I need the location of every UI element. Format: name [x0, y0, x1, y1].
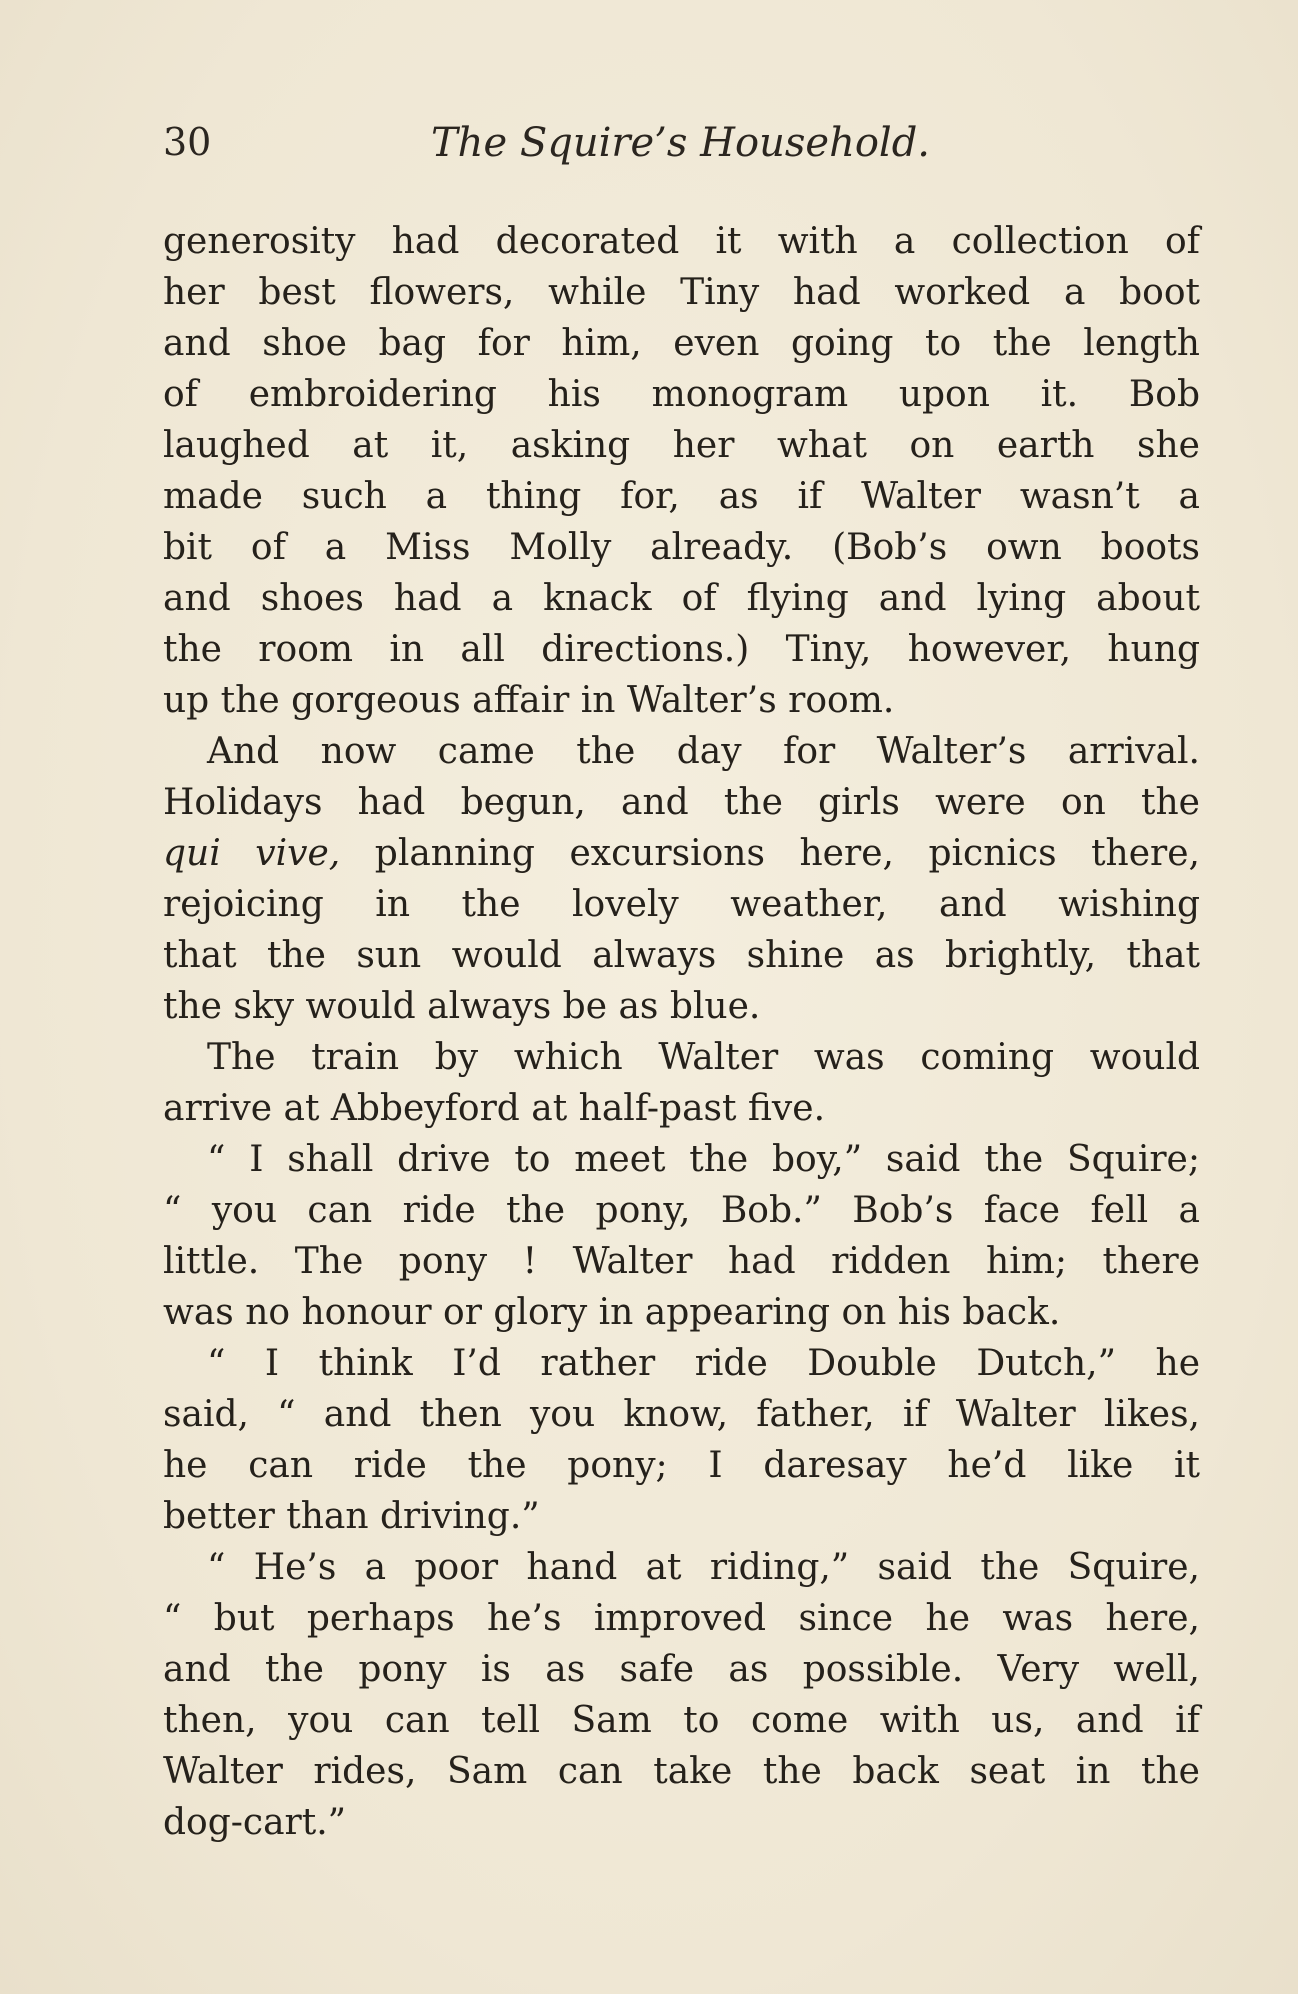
text-line: “ but perhaps he’s improved since he was here, — [163, 1598, 1200, 1639]
text-line: that the sun would always shine as brightly, that — [163, 935, 1200, 976]
text-line: dog-cart.” — [163, 1802, 347, 1843]
text-line: was no honour or glory in appearing on his back. — [163, 1292, 1061, 1333]
text-line: and shoes had a knack of flying and lying about — [163, 578, 1200, 619]
text-line: he can ride the pony; I daresay he’d like it — [163, 1445, 1200, 1486]
text-line: “ I shall drive to meet the boy,” said the Squire; — [207, 1139, 1200, 1180]
text-line: Walter rides, Sam can take the back seat in the — [163, 1751, 1200, 1792]
running-header — [163, 120, 1203, 180]
text-line: rejoicing in the lovely weather, and wishing — [163, 884, 1200, 925]
text-line: laughed at it, asking her what on earth she — [163, 425, 1200, 466]
text-line: qui vive, planning excursions here, picnics there, — [163, 833, 1200, 874]
text-line: better than driving.” — [163, 1496, 540, 1537]
text-line: The train by which Walter was coming would — [207, 1037, 1200, 1078]
body-text — [163, 216, 1200, 1848]
text-line: and the pony is as safe as possible. Very well, — [163, 1649, 1200, 1690]
text-line: bit of a Miss Molly already. (Bob’s own boots — [163, 527, 1200, 568]
text-line: “ you can ride the pony, Bob.” Bob’s face fell a — [163, 1190, 1200, 1231]
text-line: then, you can tell Sam to come with us, and if — [163, 1700, 1200, 1741]
running-title: The Squire’s Household. — [431, 120, 931, 166]
text-line: of embroidering his monogram upon it. Bob — [163, 374, 1200, 415]
text-line: said, “ and then you know, father, if Walter likes, — [163, 1394, 1200, 1435]
text-line: the sky would always be as blue. — [163, 986, 761, 1027]
text-line: “ I think I’d rather ride Double Dutch,” he — [207, 1343, 1200, 1384]
italic-phrase: qui vive, — [163, 833, 341, 874]
text-line: “ He’s a poor hand at riding,” said the Squire, — [207, 1547, 1200, 1588]
text-line: her best flowers, while Tiny had worked a boot — [163, 272, 1200, 313]
text-line: Holidays had begun, and the girls were on the — [163, 782, 1200, 823]
page-number: 30 — [163, 120, 212, 164]
text-line: the room in all directions.) Tiny, however, hung — [163, 629, 1200, 670]
text-line: and shoe bag for him, even going to the length — [163, 323, 1200, 364]
text-line: up the gorgeous affair in Walter’s room. — [163, 680, 895, 721]
text-line: little. The pony ! Walter had ridden him; there — [163, 1241, 1200, 1282]
text-line: And now came the day for Walter’s arrival. — [207, 731, 1200, 772]
text-line: generosity had decorated it with a collection of — [163, 221, 1200, 262]
text-line: arrive at Abbeyford at half-past five. — [163, 1088, 826, 1129]
text-line: made such a thing for, as if Walter wasn’t a — [163, 476, 1200, 517]
